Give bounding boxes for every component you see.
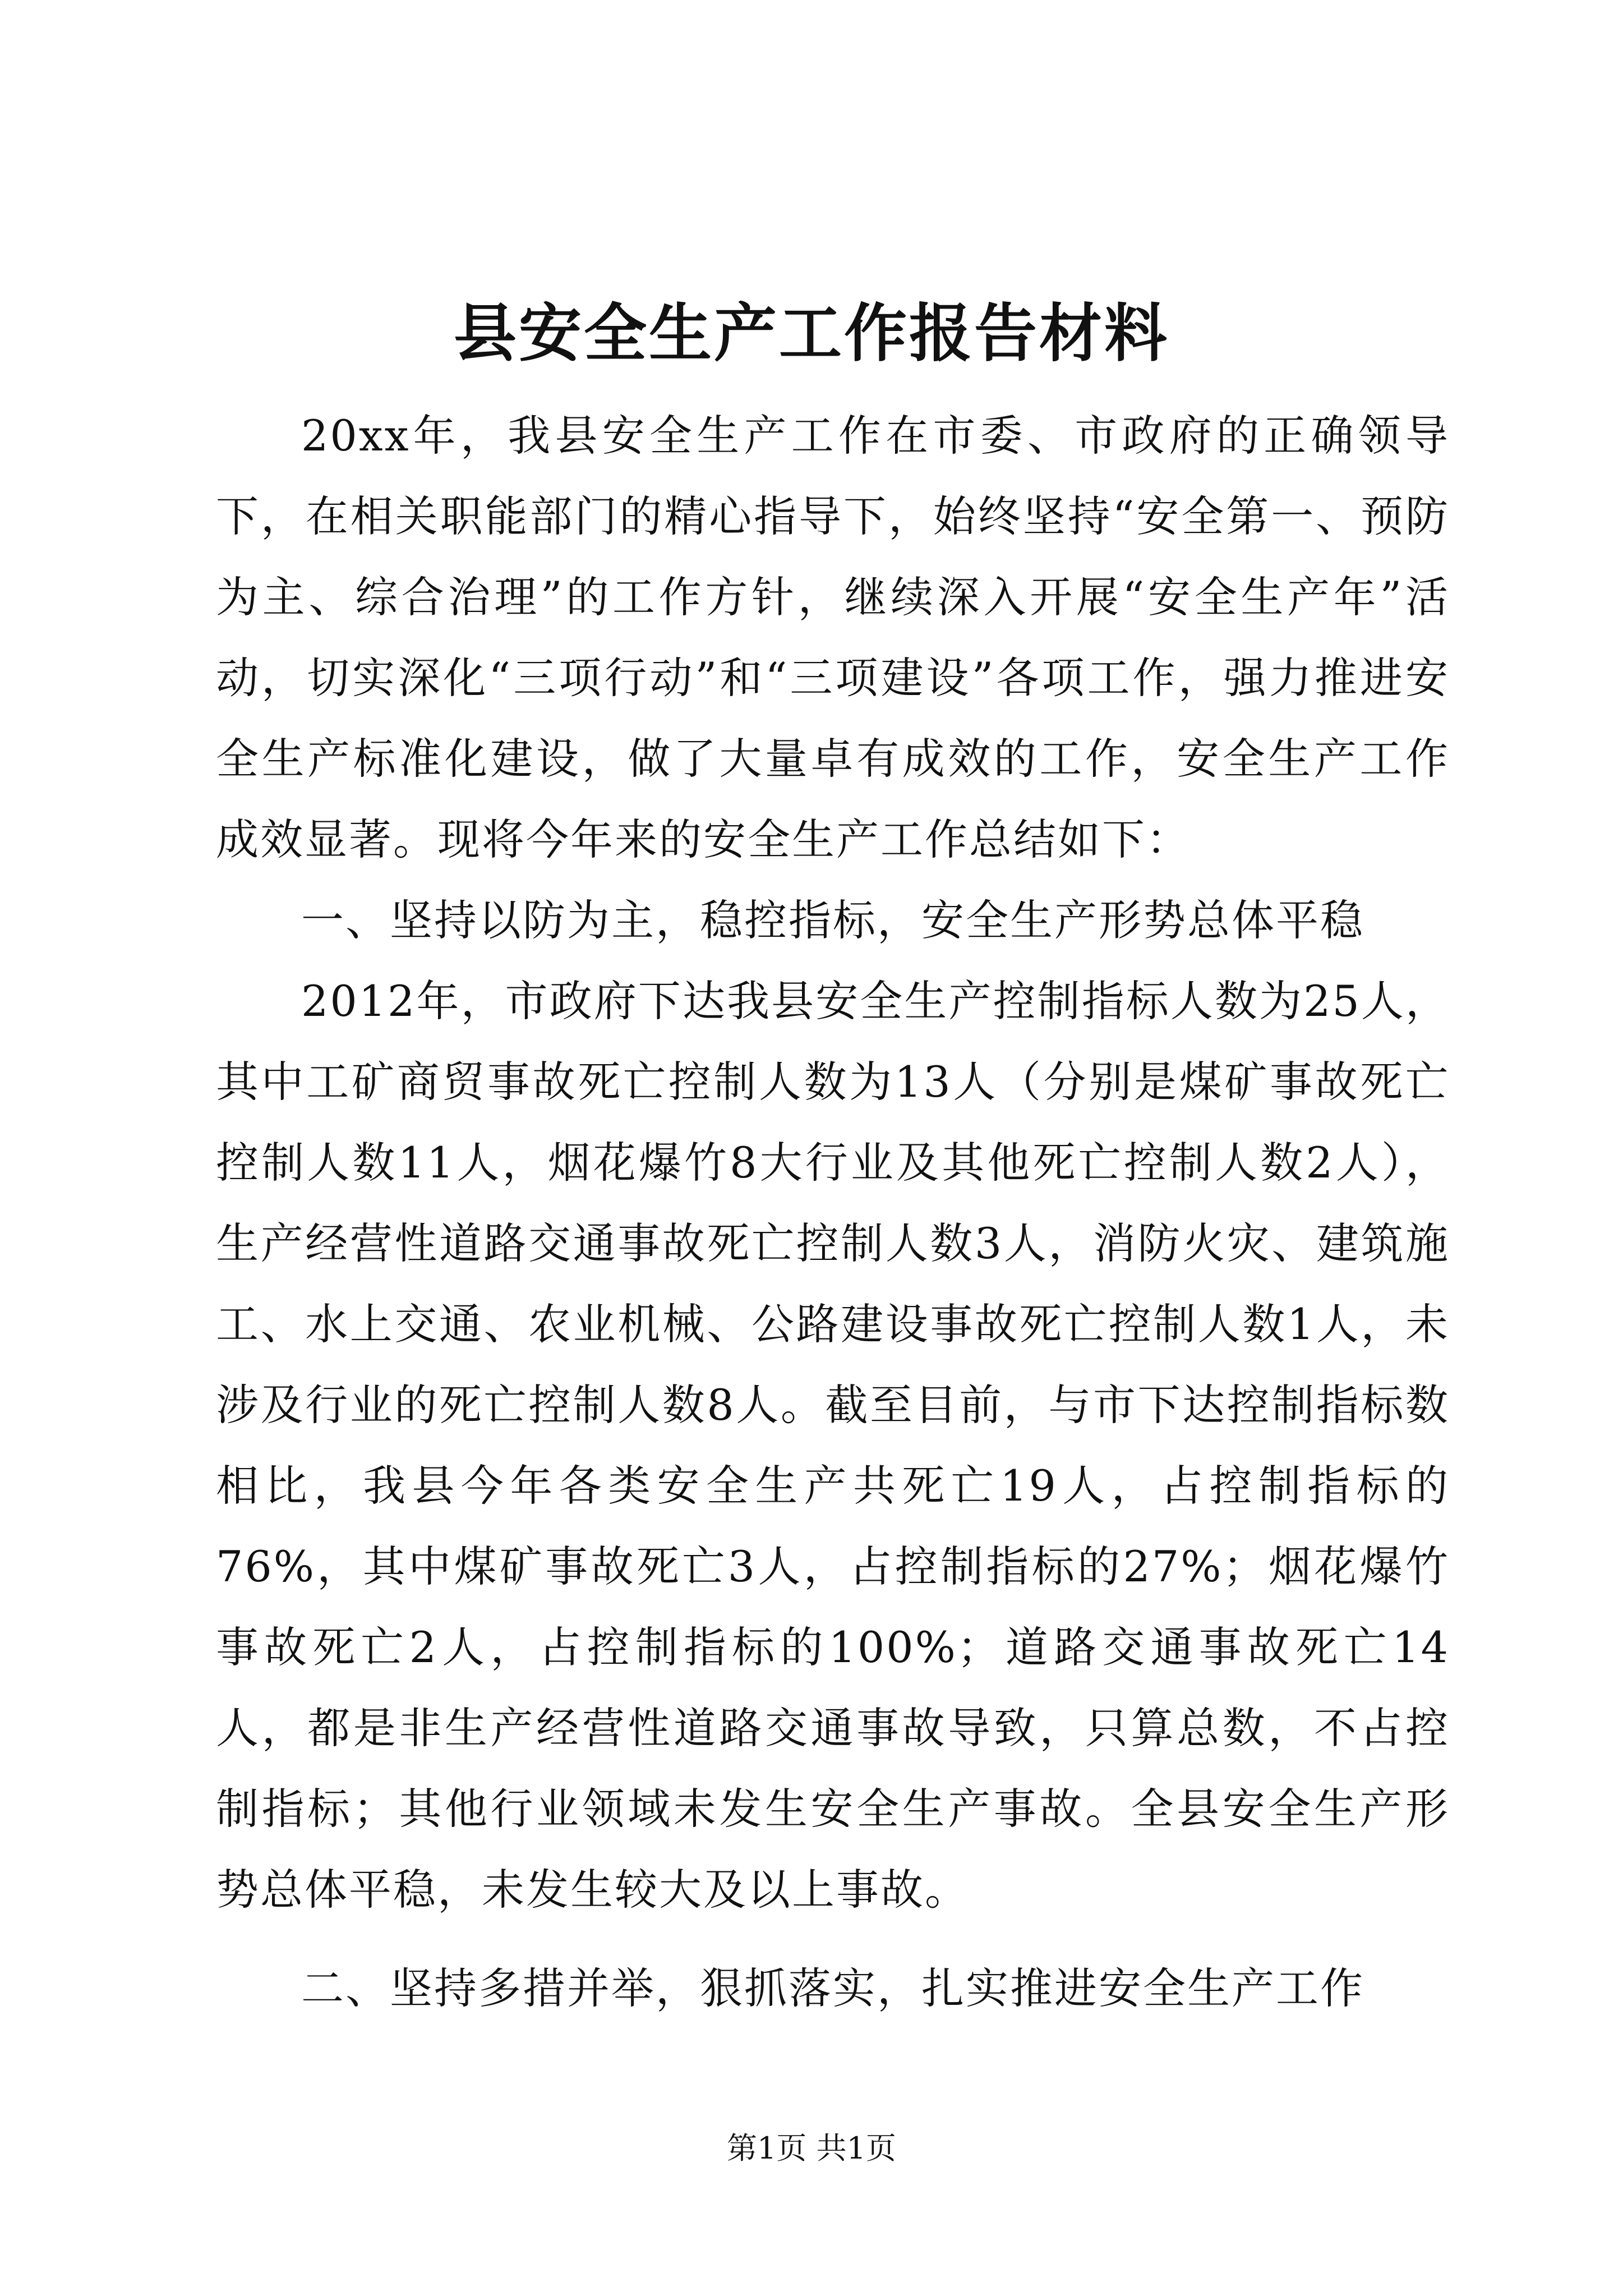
document-title: 县安全生产工作报告材料 [454,297,1169,370]
page-footer: 第1页 共1页 [727,2131,896,2166]
section-heading-1: 一、坚持以防为主，稳控指标，安全生产形势总体平稳 [301,895,1364,945]
section-1-paragraph: 2012年，市政府下达我县安全生产控制指标人数为25人，其中工矿商贸事故死亡控制人数为13人（分别是煤矿事故死亡控制人数11人，烟花爆竹8大行业及其他死亡控制人数2人），生产经营性道路交通事故死亡控制人数3人，消防火灾、建筑施工、水上交通、农业机械、公路建设事故死亡控制人数1人，未涉及行业的死亡控制人数8人。截至目前，与市下达控制指标数相比，我县今年各类安全生产共死亡19人，占控制指标的76%，其中煤矿事故死亡3人，占控制指标的27%；烟花爆竹事故死亡2人，占控制指标的100%；道路交通事故死亡14人，都是非生产经营性道路交通事故导致，只算总数，不占控制指标；其他行业领域未发生安全生产事故。全县安全生产形势总体平稳，未发生较大及以上事故。 [216,976,1450,1915]
document-body [216,395,1450,2029]
intro-paragraph: 20xx年，我县安全生产工作在市委、市政府的正确领导下，在相关职能部门的精心指导下，始终坚持“安全第一、预防为主、综合治理”的工作方针，继续深入开展“安全生产年”活动，切实深化“三项行动”和“三项建设”各项工作，强力推进安全生产标准化建设，做了大量卓有成效的工作，安全生产工作成效显著。现将今年来的安全生产工作总结如下： [216,411,1450,864]
section-heading-2: 二、坚持多措并举，狠抓落实，扎实推进安全生产工作 [301,1963,1364,2013]
